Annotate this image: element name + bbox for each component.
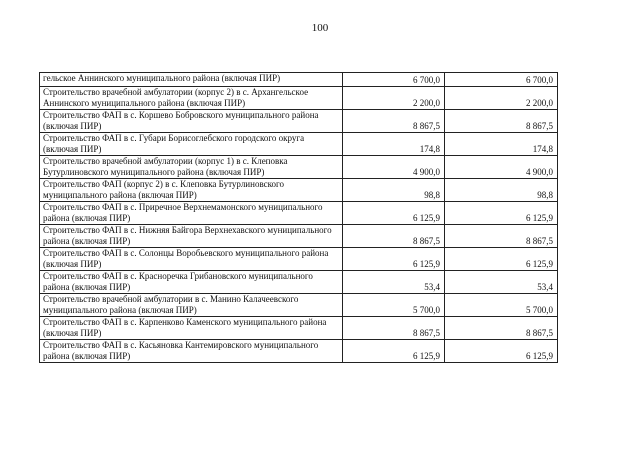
row-amount-total: 4 900,0	[445, 156, 558, 179]
table-row	[40, 317, 558, 340]
row-amount: 8 867,5	[343, 225, 445, 248]
row-amount-total: 2 200,0	[445, 87, 558, 110]
row-amount-total: 8 867,5	[445, 225, 558, 248]
row-amount: 6 125,9	[343, 248, 445, 271]
row-amount-total: 53,4	[445, 271, 558, 294]
table-row	[40, 271, 558, 294]
row-amount-total: 8 867,5	[445, 317, 558, 340]
row-description: Строительство ФАП (корпус 2) в с. Клеповка Бутурлиновского муниципального района (включая ПИР)	[40, 179, 343, 202]
table-row	[40, 156, 558, 179]
table-row	[40, 179, 558, 202]
row-amount: 174,8	[343, 133, 445, 156]
row-description: Строительство врачебной амбулатории (корпус 2) в с. Архангельское Аннинского муниципального района (включая ПИР)	[40, 87, 343, 110]
row-description: гельское Аннинского муниципального района (включая ПИР)	[40, 73, 343, 87]
row-description: Строительство ФАП в с. Приречное Верхнемамонского муниципального района (включая ПИР)	[40, 202, 343, 225]
row-description: Строительство ФАП в с. Нижняя Байгора Верхнехавского муниципального района (включая ПИР)	[40, 225, 343, 248]
table-row	[40, 110, 558, 133]
row-amount: 8 867,5	[343, 110, 445, 133]
page-number: 100	[311, 22, 329, 34]
row-amount: 5 700,0	[343, 294, 445, 317]
row-description: Строительство ФАП в с. Губари Борисоглебского городского округа (включая ПИР)	[40, 133, 343, 156]
row-amount-total: 5 700,0	[445, 294, 558, 317]
table-row	[40, 340, 558, 363]
row-amount-total: 6 700,0	[445, 73, 558, 87]
row-description: Строительство ФАП в с. Солонцы Воробьевского муниципального района (включая ПИР)	[40, 248, 343, 271]
table-row	[40, 87, 558, 110]
table-row	[40, 133, 558, 156]
row-amount: 6 125,9	[343, 202, 445, 225]
row-amount-total: 6 125,9	[445, 202, 558, 225]
budget-table	[39, 72, 558, 363]
row-amount: 98,8	[343, 179, 445, 202]
row-amount-total: 6 125,9	[445, 248, 558, 271]
row-description: Строительство ФАП в с. Карпенково Каменского муниципального района (включая ПИР)	[40, 317, 343, 340]
row-description: Строительство врачебной амбулатории (корпус 1) в с. Клеповка Бутурлиновского муниципального района (включая ПИР)	[40, 156, 343, 179]
table-row	[40, 73, 558, 87]
row-amount-total: 8 867,5	[445, 110, 558, 133]
row-amount: 53,4	[343, 271, 445, 294]
row-amount-total: 6 125,9	[445, 340, 558, 363]
row-description: Строительство ФАП в с. Красноречка Грибановского муниципального района (включая ПИР)	[40, 271, 343, 294]
table-row	[40, 248, 558, 271]
row-amount: 4 900,0	[343, 156, 445, 179]
row-amount: 8 867,5	[343, 317, 445, 340]
row-description: Строительство ФАП в с. Коршево Бобровского муниципального района (включая ПИР)	[40, 110, 343, 133]
row-amount: 6 700,0	[343, 73, 445, 87]
row-description: Строительство ФАП в с. Касьяновка Кантемировского муниципального района (включая ПИР)	[40, 340, 343, 363]
row-amount: 2 200,0	[343, 87, 445, 110]
table-row	[40, 225, 558, 248]
row-amount: 6 125,9	[343, 340, 445, 363]
table-row	[40, 294, 558, 317]
row-amount-total: 174,8	[445, 133, 558, 156]
row-description: Строительство врачебной амбулатории в с. Манино Калачеевского муниципального района (включая ПИР)	[40, 294, 343, 317]
table-row	[40, 202, 558, 225]
row-amount-total: 98,8	[445, 179, 558, 202]
